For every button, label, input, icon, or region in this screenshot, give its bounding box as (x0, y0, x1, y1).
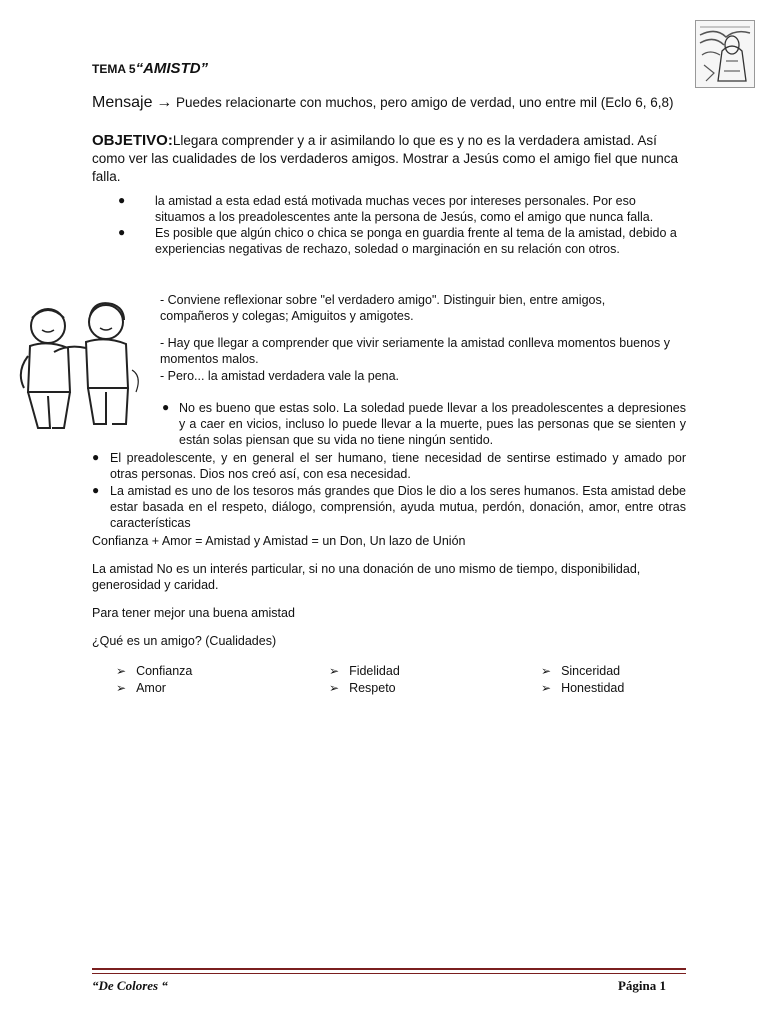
list-item (162, 400, 686, 448)
bullet-text: La amistad es uno de los tesoros más grandes que Dios le dio a los seres humanos. Esta amistad debe estar basada en el respeto, diálogo, comprensión, ayuda mutua, perdón, donación, amor, entre otras características (110, 484, 686, 530)
bullet-icon: ● (118, 193, 126, 207)
arrowhead-icon: ➢ (116, 681, 127, 695)
header-illustration (695, 20, 755, 88)
list-item (541, 680, 624, 696)
objetivo-label: OBJETIVO: (92, 132, 173, 149)
objetivo-block (92, 132, 682, 186)
arrowhead-icon: ➢ (541, 681, 552, 695)
quality-label: Respeto (349, 681, 396, 695)
mensaje-label: Mensaje (92, 94, 153, 111)
quality-label: Honestidad (561, 681, 625, 695)
arrowhead-icon: ➢ (541, 664, 552, 678)
list-item (118, 225, 678, 257)
list-item (116, 663, 192, 679)
bullet-text: No es bueno que estas solo. La soledad puede llevar a los preadolescentes a depresiones y a caer en vicios, incluso lo puede llevar a la muerte, pues las personas que se sienten y están solas piensan que su vida no tiene ningún sentido. (179, 401, 686, 447)
list-item (92, 450, 686, 482)
quality-label: Fidelidad (349, 664, 400, 678)
list-item (92, 483, 686, 531)
arrowhead-icon: ➢ (116, 664, 127, 678)
objetivo-text: Llegara comprender y a ir asimilando lo que es y no es la verdadera amistad. Así como ver las cualidades de los verdaderos amigos. Mostrar a Jesús como el amigo fiel que nunca falla. (92, 133, 679, 184)
paragraph-donacion: La amistad No es un interés particular, si no una donación de uno mismo de tiempo, disponibilidad, generosidad y caridad. (92, 562, 641, 592)
bullet-text: la amistad a esta edad está motivada muchas veces por intereses personales. Por eso situamos a los preadolescentes ante la persona de Jesús, como el amigo que nunca falla. (155, 194, 654, 224)
tema-title: “AMISTD” (135, 60, 209, 77)
side-paragraph-2a: - Hay que llegar a comprender que vivir seriamente la amistad conlleva momentos buenos y momentos malos. (160, 336, 670, 366)
footer-left: “De Colores “ (92, 978, 168, 993)
formula-line: Confianza + Amor = Amistad y Amistad = un Don, Un lazo de Unión (92, 534, 466, 548)
bullet-icon: ● (92, 450, 100, 464)
quality-label: Sinceridad (561, 664, 621, 678)
side-paragraph-1: - Conviene reflexionar sobre "el verdadero amigo". Distinguir bien, entre amigos, compañeros y colegas; Amiguitos y amigotes. (160, 293, 606, 323)
list-item (329, 680, 396, 696)
bullet-icon: ● (92, 483, 100, 497)
arrowhead-icon: ➢ (329, 664, 340, 678)
footer-divider-thin (92, 973, 686, 974)
side-paragraph-2b: - Pero... la amistad verdadera vale la pena. (160, 369, 400, 383)
footer-divider (92, 968, 686, 970)
bullet-text: El preadolescente, y en general el ser humano, tiene necesidad de sentirse estimado y amado por otras personas. Dios nos creó así, con esa necesidad. (110, 451, 686, 481)
page-number: Página 1 (617, 978, 666, 993)
list-item (541, 663, 620, 679)
arrowhead-icon: ➢ (329, 681, 340, 695)
friends-illustration (8, 296, 150, 438)
list-item (116, 680, 166, 696)
list-item (329, 663, 400, 679)
bullet-text: Es posible que algún chico o chica se ponga en guardia frente al tema de la amistad, debido a experiencias negativas de rechazo, soledad o marginación en su relación con otros. (155, 226, 677, 256)
mensaje-block (92, 94, 682, 112)
question-cualidades: ¿Qué es un amigo? (Cualidades) (92, 634, 277, 648)
bullet-icon: ● (162, 400, 170, 414)
quality-label: Confianza (136, 664, 193, 678)
tema-prefix: TEMA 5 (92, 62, 136, 76)
bullet-icon: ● (118, 225, 126, 239)
paragraph-mejor-amistad: Para tener mejor una buena amistad (92, 606, 295, 620)
page-title (92, 60, 208, 78)
list-item (118, 193, 678, 225)
arrow-right-icon: → (156, 94, 173, 111)
mensaje-text: Puedes relacionarte con muchos, pero amigo de verdad, uno entre mil (Eclo 6, 6,8) (176, 95, 674, 110)
quality-label: Amor (136, 681, 166, 695)
